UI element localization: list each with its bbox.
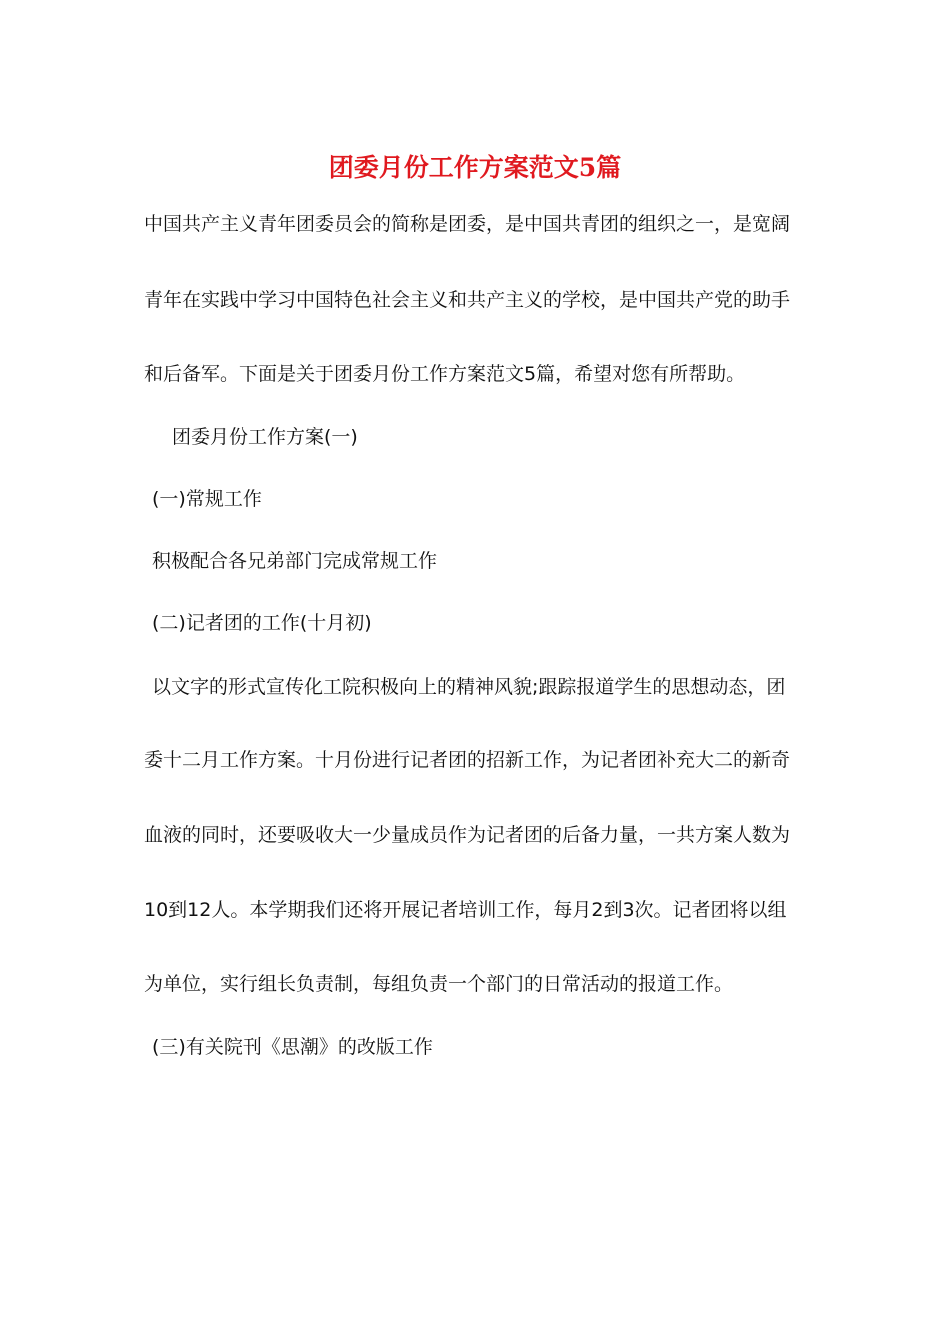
- intro-line-2: 青年在实践中学习中国特色社会主义和共产主义的学校，是中国共产党的助手: [144, 289, 791, 311]
- intro-line-1: 中国共产主义青年团委员会的简称是团委，是中国共青团的组织之一，是宽阔: [144, 213, 791, 235]
- reporter-line-4: 10到12人。本学期我们还将开展记者培训工作，每月2到3次。记者团将以组: [144, 899, 787, 921]
- document-title: 团委月份工作方案范文5篇: [328, 153, 622, 182]
- section-heading-plan-1: 团委月份工作方案(一): [172, 426, 358, 448]
- reporter-line-2: 委十二月工作方案。十月份进行记者团的招新工作，为记者团补充大二的新奇: [144, 749, 791, 771]
- subheading-journal-revision: (三)有关院刊《思潮》的改版工作: [152, 1036, 433, 1058]
- reporter-line-1: 以文字的形式宣传化工院积极向上的精神风貌;跟踪报道学生的思想动态，团: [152, 676, 786, 698]
- intro-line-3: 和后备军。下面是关于团委月份工作方案范文5篇，希望对您有所帮助。: [144, 363, 746, 385]
- subheading-routine-work: (一)常规工作: [152, 488, 262, 510]
- reporter-line-3: 血液的同时，还要吸收大一少量成员作为记者团的后备力量，一共方案人数为: [144, 824, 791, 846]
- subheading-reporter-team: (二)记者团的工作(十月初): [152, 612, 372, 634]
- reporter-line-5: 为单位，实行组长负责制，每组负责一个部门的日常活动的报道工作。: [144, 973, 734, 995]
- paragraph-routine-work: 积极配合各兄弟部门完成常规工作: [152, 550, 438, 572]
